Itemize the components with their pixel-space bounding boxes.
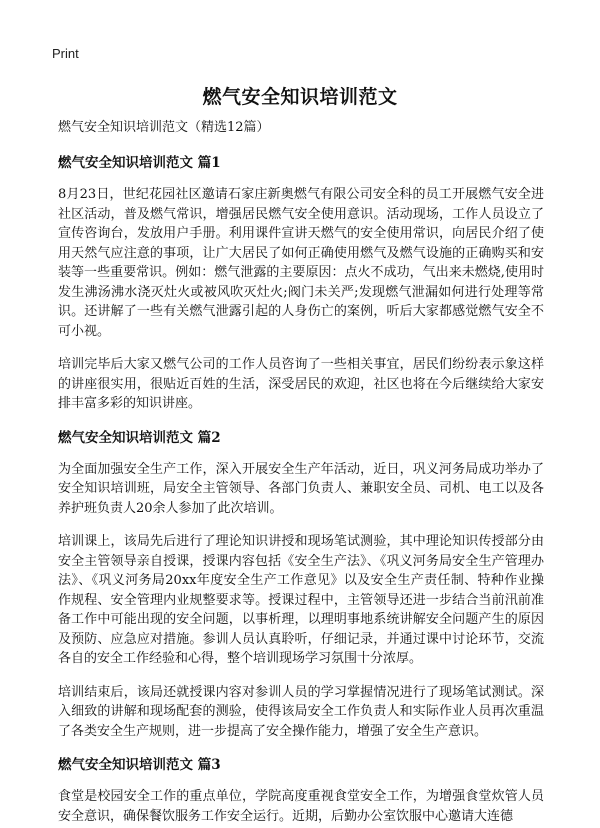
document-title: 燃气安全知识培训范文: [202, 86, 398, 108]
section-2-paragraph-1: 为全面加强安全生产工作，深入开展安全生产年活动，近日，巩义河务局成功举办了安全知识培训班，局安全主管领导、各部门负责人、兼职安全员、司机、电工以及各养护班负责人20余人参加了此次培训。: [58, 461, 544, 516]
document-subtitle: 燃气安全知识培训范文（精选12篇）: [58, 120, 270, 135]
document-body: [58, 118, 544, 826]
section-heading-3: 燃气安全知识培训范文 篇3: [58, 757, 221, 773]
section-2-paragraph-3: 培训结束后，该局还就授课内容对参训人员的学习掌握情况进行了现场笔试测试。深入细致的讲解和现场配套的测验，使得该局安全工作负责人和实际作业人员再次重温了各类安全生产规则，进一步提高了安全操作能力，增强了安全生产意识。: [58, 684, 544, 739]
section-heading-2: 燃气安全知识培训范文 篇2: [58, 429, 221, 446]
section-1-paragraph-1: 8月23日，世纪花园社区邀请石家庄新奥燃气有限公司安全科的员工开展燃气安全进社区活动，普及燃气常识，增强居民燃气安全使用意识。活动现场，工作人员设立了宣传咨询台，发放用户手册。利用课件宣讲天燃气的安全使用常识，向居民介绍了使用天然气应注意的事项，让广大居民了如何正确使用燃气及燃气设施的正确购买和安装等一些重要常识。例如：燃气泄露的主要原因：点火不成功，气出来未燃烧,使用时发生沸汤沸水浇灭灶火或被风吹灭灶火;阀门未关严;发现燃气泄漏如何进行处理等常识。还讲解了一些有关燃气泄露引起的人身伤亡的案例，听后大家都感觉燃气安全不可小视。: [58, 187, 544, 339]
section-2-paragraph-2: 培训课上，该局先后进行了理论知识讲授和现场笔试测验，其中理论知识传授部分由安全主管领导亲自授课，授课内容包括《安全生产法》、《巩义河务局安全生产管理办法》、《巩义河务局20xx年度安全生产工作意见》以及安全生产责任制、特种作业操作规程、安全管理内业规整要求等。授课过程中，主管领导还进一步结合当前汛前准备工作中可能出现的安全问题，以事析理，以理明事地系统讲解安全问题产生的原因及预防、应急应对措施。参训人员认真聆听，仔细记录，并通过课中讨论环节，交流各自的安全工作经验和心得，整个培训现场学习氛围十分浓厚。: [58, 534, 544, 666]
section-heading-1: 燃气安全知识培训范文 篇1: [58, 155, 221, 171]
print-link[interactable]: Print: [52, 46, 79, 61]
section-3-paragraph-1: 食堂是校园安全工作的重点单位，学院高度重视食堂安全工作，为增强食堂炊管人员安全意识，确保餐饮服务工作安全运行。近期，后勤办公室饮服中心邀请大连德: [58, 789, 544, 824]
section-1-paragraph-2: 培训完毕后大家又燃气公司的工作人员咨询了一些相关事宜，居民们纷纷表示象这样的讲座很实用，很贴近百姓的生活，深受居民的欢迎，社区也将在今后继续给大家安排丰富多彩的知识讲座。: [58, 357, 544, 411]
